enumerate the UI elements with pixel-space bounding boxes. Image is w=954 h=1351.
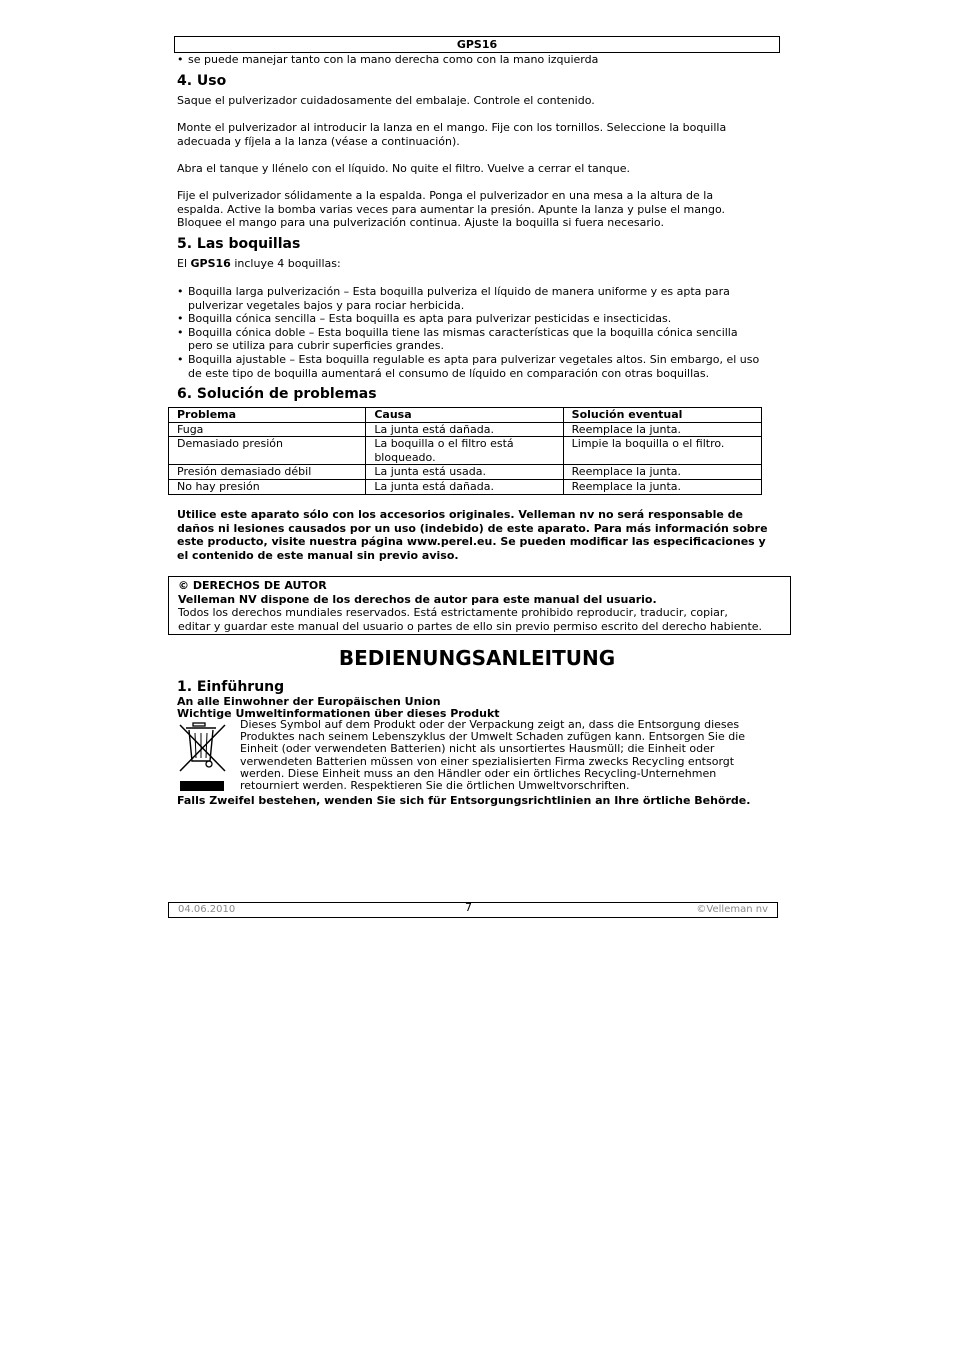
table-row [169, 465, 762, 480]
weee-crossed-bin-icon [178, 721, 228, 793]
uso-paragraph-2: Monte el pulverizador al introducir la lanza en el mango. Fije con los tornillos. Seleccione la boquilla adecuada y fíjela a la lanza (véase a continuación). [177, 121, 727, 148]
table-cell: La junta está dañada. [366, 479, 563, 494]
troubleshooting-table [168, 407, 762, 495]
copyright-bold-line: Velleman NV dispone de los derechos de autor para este manual del usuario. [178, 592, 657, 606]
section-heading-einfuehrung: 1. Einführung [177, 679, 285, 695]
table-cell: La boquilla o el filtro está bloqueado. [366, 437, 563, 465]
copyright-box: © DERECHOS DE AUTOR Velleman NV dispone de los derechos de autor para este manual del usuario. Todos los derechos mundiales reservados. Está estrictamente prohibido reproducir, traducir, copiar, editar y guardar este manual del usuario o partes de ello sin previo permiso escrito del derecho habiente. [168, 576, 791, 635]
list-item: • Boquilla cónica sencilla – Esta boquilla es apta para pulverizar pesticidas e insecticidas. [177, 312, 672, 326]
boquillas-list [177, 285, 787, 380]
table-cell: Reemplace la junta. [563, 465, 761, 480]
table-cell: No hay presión [169, 479, 366, 494]
table-cell: Demasiado presión [169, 437, 366, 465]
copyright-title: © DERECHOS DE AUTOR [178, 579, 327, 592]
uso-paragraph-3: Abra el tanque y llénelo con el líquido. No quite el filtro. Vuelve a cerrar el tanque. [177, 162, 630, 175]
warning-paragraph: Utilice este aparato sólo con los accesorios originales. Velleman nv no será responsable de daños ni lesiones causados por un uso (indebido) de este aparato. Para más información sobre este producto, visite nuestra página www.perel.eu. Se pueden modificar las especificaciones y el contenido de este manual sin previo aviso. [177, 508, 768, 562]
section-heading-uso: 4. Uso [177, 73, 227, 89]
page-header-model: GPS16 [174, 36, 780, 53]
column-header: Solución eventual [563, 408, 761, 423]
boquillas-intro: El GPS16 incluye 4 boquillas: [177, 257, 341, 270]
eu-subheading: An alle Einwohner der Europäischen Union [177, 695, 441, 708]
page-footer [168, 902, 778, 918]
list-item: • Boquilla ajustable – Esta boquilla regulable es apta para pulverizar vegetales altos. Sin embargo, el uso de este tipo de boquilla aumentará el consumo de líquido en comparación con otras boquillas. [177, 352, 760, 380]
table-cell: Reemplace la junta. [563, 422, 761, 437]
table-cell: Limpie la boquilla o el filtro. [563, 437, 761, 465]
table-cell: Presión demasiado débil [169, 465, 366, 480]
list-item: • Boquilla cónica doble – Esta boquilla tiene las mismas características que la boquilla cónica sencilla pero se utiliza para cubrir superficies grandes. [177, 325, 738, 353]
list-item-text: se puede manejar tanto con la mano derecha como con la mano izquierda [188, 53, 599, 66]
table-row [169, 479, 762, 494]
table-cell: Fuga [169, 422, 366, 437]
page-number: 7 [465, 901, 472, 914]
section-heading-boquillas: 5. Las boquillas [177, 236, 301, 252]
table-cell: Reemplace la junta. [563, 479, 761, 494]
table-cell: La junta está dañada. [366, 422, 563, 437]
uso-paragraph-1: Saque el pulverizador cuidadosamente del embalaje. Controle el contenido. [177, 94, 595, 107]
section-heading-problemas: 6. Solución de problemas [177, 386, 377, 402]
uso-paragraph-4: Fije el pulverizador sólidamente a la espalda. Ponga el pulverizador en una mesa a la altura de la espalda. Active la bomba varias veces para aumentar la presión. Apunte la lanza y pulse el mango. Bloquee el mango para una pulverización continua. Ajuste la boquilla si fuera necesario. [177, 189, 725, 230]
table-row [169, 437, 762, 465]
weee-paragraph: Dieses Symbol auf dem Produkt oder der Verpackung zeigt an, dass die Entsorgung dieses Produktes nach seinem Lebenszyklus der Umwelt Schaden zufügen kann. Entsorgen Sie die Einheit (oder verwendeten Batterien) nicht als unsortiertes Hausmüll; die Einheit oder verwendeten Batterien müssen von einer spezialisierten Firma zwecks Recycling entsorgt werden. Diese Einheit muss an den Händler oder ein örtliches Recycling-Unternehmen retourniert werden. Respektieren Sie die örtlichen Umweltvorschriften. [240, 718, 746, 793]
table-cell: La junta está usada. [366, 465, 563, 480]
column-header: Causa [366, 408, 563, 423]
footer-date: 04.06.2010 [178, 904, 236, 915]
column-header: Problema [169, 408, 366, 423]
closing-note: Falls Zweifel bestehen, wenden Sie sich für Entsorgungsrichtlinien an Ihre örtliche Behörde. [177, 794, 751, 807]
table-header-row [169, 408, 762, 423]
page-title: BEDIENUNGSANLEITUNG [338, 646, 616, 670]
footer-brand: ©Velleman nv [696, 904, 768, 915]
list-item: • se puede manejar tanto con la mano derecha como con la mano izquierda [177, 53, 599, 66]
environment-subheading: Wichtige Umweltinformationen über dieses Produkt [177, 707, 500, 720]
list-item: • Boquilla larga pulverización – Esta boquilla pulveriza el líquido de manera uniforme y es apta para pulverizar vegetales bajos y para rociar herbicida. [177, 285, 730, 312]
table-row [169, 422, 762, 437]
